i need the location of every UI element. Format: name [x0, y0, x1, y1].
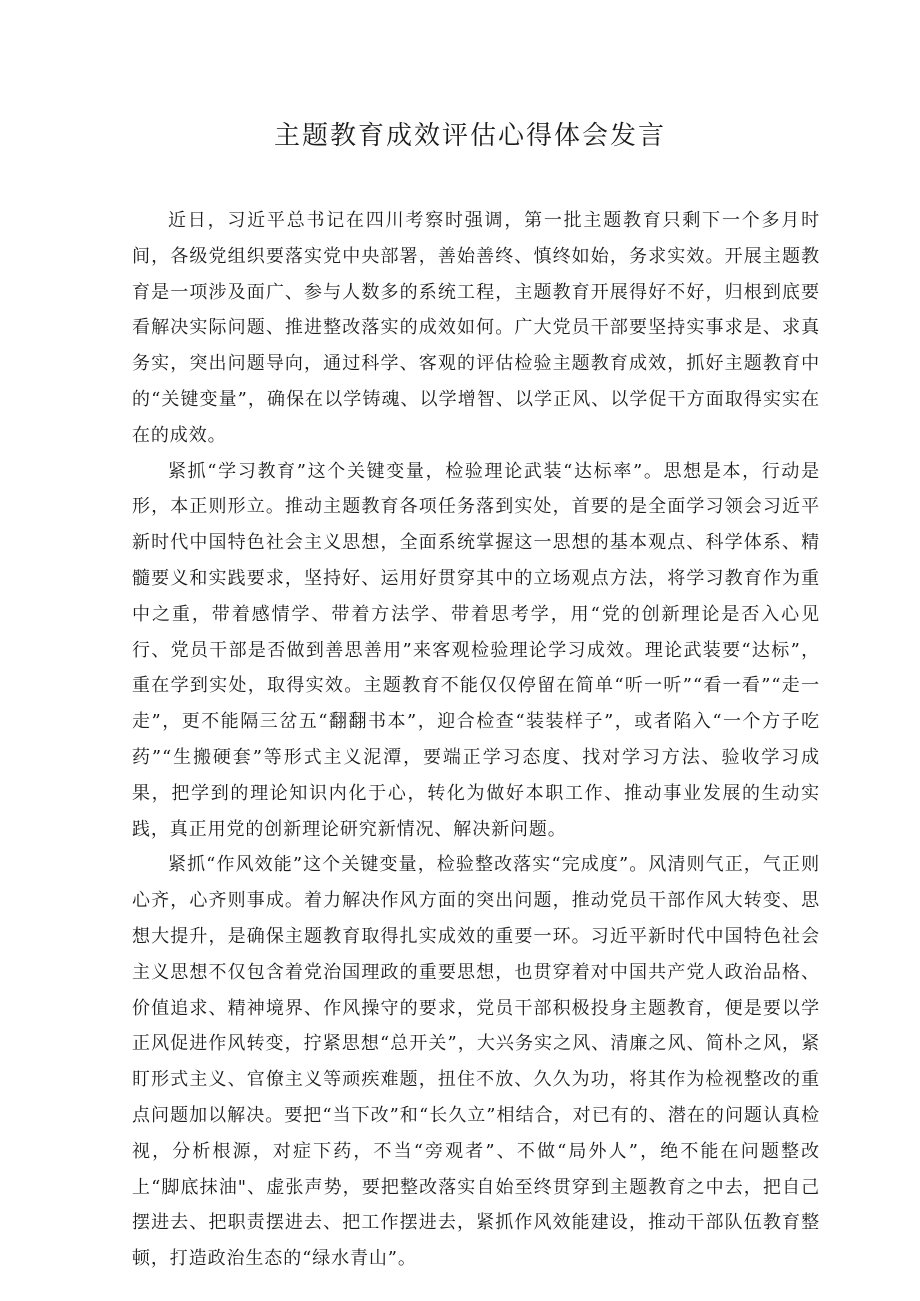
document-title: 主题教育成效评估心得体会发言: [273, 121, 666, 151]
paragraph-work-style: 紧抓“作风效能”这个关键变量，检验整改落实“完成度”。风清则气正，气正则心齐，心齐则事成。着力解决作风方面的突出问题，推动党员干部作风大转变、思想大提升，是确保主题教育取得扎实成效的重要一环。习近平新时代中国特色社会主义思想不仅包含着党治国理政的重要思想，也贯穿着对中国共产党人政治品格、价值追求、精神境界、作风操守的要求，党员干部积极投身主题教育，便是要以学正风促进作风转变，拧紧思想“总开关”，大兴务实之风、清廉之风、简朴之风，紧盯形式主义、官僚主义等顽疾难题，扭住不放、久久为功，将其作为检视整改的重点问题加以解决。要把“当下改”和“长久立”相结合，对已有的、潜在的问题认真检视，分析根源，对症下药，不当“旁观者”、不做“局外人”，绝不能在问题整改上“脚底抹油"、虚张声势，要把整改落实自始至终贯穿到主题教育之中去，把自己摆进去、把职责摆进去、把工作摆进去，紧抓作风效能建设，推动干部队伍教育整顿，打造政治生态的“绿水青山”。: [132, 854, 820, 1270]
paragraph-study-education: 紧抓“学习教育”这个关键变量，检验理论武装“达标率”。思想是本，行动是形，本正则形立。推动主题教育各项任务落到实处，首要的是全面学习领会习近平新时代中国特色社会主义思想，全面系统掌握这一思想的基本观点、科学体系、精髓要义和实践要求，坚持好、运用好贯穿其中的立场观点方法，将学习教育作为重中之重，带着感情学、带着方法学、带着思考学，用“党的创新理论是否入心见行、党员干部是否做到善思善用”来客观检验理论学习成效。理论武装要“达标”，重在学到实处，取得实效。主题教育不能仅仅停留在简单“听一听”“看一看”“走一走”，更不能隔三岔五“翻翻书本”，迎合检查“装装样子”，或者陷入“一个方子吃药”“生搬硬套”等形式主义泥潭，要端正学习态度、找对学习方法、验收学习成果，把学到的理论知识内化于心，转化为做好本职工作、推动事业发展的生动实践，真正用党的创新理论研究新情况、解决新问题。: [132, 460, 820, 840]
document-body: [132, 203, 820, 1277]
paragraph-intro: 近日，习近平总书记在四川考察时强调，第一批主题教育只剩下一个多月时间，各级党组织要落实党中央部署，善始善终、慎终如始，务求实效。开展主题教育是一项涉及面广、参与人数多的系统工程，主题教育开展得好不好，归根到底要看解决实际问题、推进整改落实的成效如何。广大党员干部要坚持实事求是、求真务实，突出问题导向，通过科学、客观的评估检验主题教育成效，抓好主题教育中的“关键变量”，确保在以学铸魂、以学增智、以学正风、以学促干方面取得实实在在的成效。: [132, 210, 820, 446]
